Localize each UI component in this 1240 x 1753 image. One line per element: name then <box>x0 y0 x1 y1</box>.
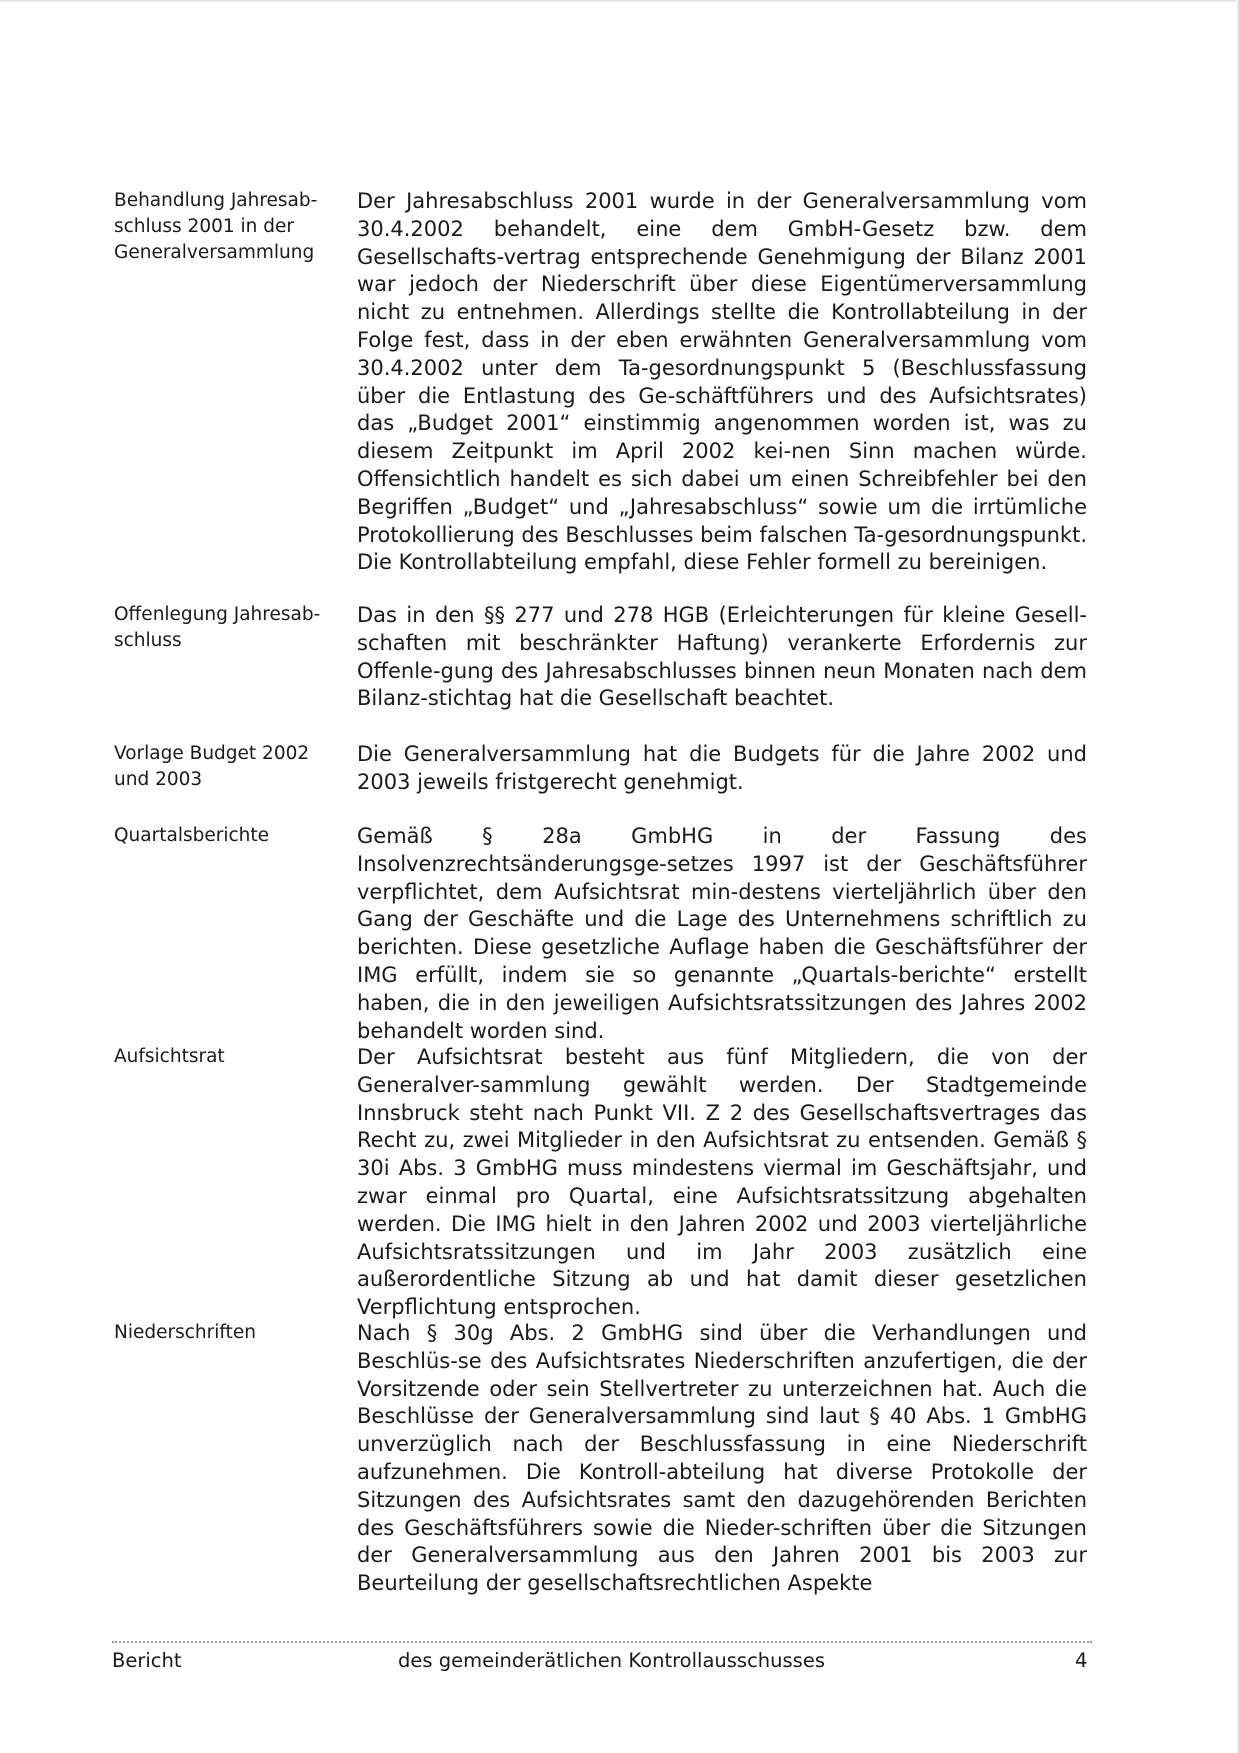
scan-edge-top <box>0 0 1240 3</box>
section-text: Nach § 30g Abs. 2 GmbHG sind über die Verhandlungen und Beschlüs-se des Aufsichtsrates Niederschriften anzufertigen, die der Vorsitzende oder sein Stellvertreter zu unterzeichnen hat. Auch die Beschlüsse der Generalversammlung sind laut § 40 Abs. 1 GmbHG unverzüglich nach der Beschlussfassung in eine Niederschrift aufzunehmen. Die Kontroll-abteilung hat diverse Protokolle der Sitzungen des Aufsichtsrates samt den dazugehörenden Berichten des Geschäftsführers sowie die Nieder-schriften über die Sitzungen der Generalversammlung aus den Jahren 2001 bis 2003 zur Beurteilung der gesellschaftsrechtlichen Aspekte <box>357 1321 1087 1596</box>
footer-report-label: Bericht <box>112 1649 182 1672</box>
section-text: Das in den §§ 277 und 278 HGB (Erleichterungen für kleine Gesell-schaften mit beschränkter Haftung) verankerte Erfordernis zur Offenle-gung des Jahresabschlusses binnen neun Monaten nach dem Bilanz-stichtag hat die Gesellschaft beachtet. <box>357 603 1087 711</box>
section-text: Der Aufsichtsrat besteht aus fünf Mitgliedern, die von der Generalver-sammlung gewählt werden. Der Stadtgemeinde Innsbruck steht nach Punkt VII. Z 2 des Gesellschaftsvertrages das Recht zu, zwei Mitglieder in den Aufsichtsrat zu entsenden. Gemäß § 30i Abs. 3 GmbHG muss mindestens viermal im Geschäftsjahr, und zwar einmal pro Quartal, eine Aufsichtsratssitzung abgehalten werden. Die IMG hielt in den Jahren 2002 und 2003 vierteljährliche Aufsichtsratssitzungen und im Jahr 2003 zusätzlich eine außerordentliche Sitzung ab und hat damit dieser gesetzlichen Verpflichtung entsprochen. <box>357 1045 1087 1320</box>
margin-label: Offenlegung Jahresab-schluss <box>114 604 321 651</box>
footer-committee-label: des gemeinderätlichen Kontrollausschusses <box>398 1649 825 1672</box>
margin-label: Aufsichtsrat <box>114 1046 225 1067</box>
margin-label: Vorlage Budget 2002 und 2003 <box>114 743 310 790</box>
margin-label: Quartalsberichte <box>114 825 270 846</box>
margin-label: Behandlung Jahresab-schluss 2001 in der Generalversammlung <box>114 190 318 263</box>
scan-edge-right <box>1236 0 1240 1753</box>
section-text: Die Generalversammlung hat die Budgets für die Jahre 2002 und 2003 jeweils fristgerecht genehmigt. <box>357 742 1087 794</box>
page-number: 4 <box>1075 1649 1088 1672</box>
section-text: Gemäß § 28a GmbHG in der Fassung des Insolvenzrechtsänderungsge-setzes 1997 ist der Geschäftsführer verpflichtet, dem Aufsichtsrat min-destens vierteljährlich über den Gang der Geschäfte und die Lage des Unternehmens schriftlich zu berichten. Diese gesetzliche Auflage haben die Geschäftsführer der IMG erfüllt, indem sie so genannte „Quartals-berichte“ erstellt haben, die in den jeweiligen Aufsichtsratssitzungen des Jahres 2002 behandelt worden sind. <box>357 824 1087 1043</box>
footer-divider <box>112 1641 1092 1643</box>
margin-label: Niederschriften <box>114 1322 256 1343</box>
section-text: Der Jahresabschluss 2001 wurde in der Generalversammlung vom 30.4.2002 behandelt, eine dem GmbH-Gesetz bzw. dem Gesellschafts-vertrag entsprechende Genehmigung der Bilanz 2001 war jedoch der Niederschrift über diese Eigentümerversammlung nicht zu entnehmen. Allerdings stellte die Kontrollabteilung in der Folge fest, dass in der eben erwähnten Generalversammlung vom 30.4.2002 unter dem Ta-gesordnungspunkt 5 (Beschlussfassung über die Entlastung des Ge-schäftführers und des Aufsichtsrates) das „Budget 2001“ einstimmig angenommen worden ist, was zu diesem Zeitpunkt im April 2002 kei-nen Sinn machen würde. Offensichtlich handelt es sich dabei um einen Schreibfehler bei den Begriffen „Budget“ und „Jahresabschluss“ sowie um die irrtümliche Protokollierung des Beschlusses beim falschen Ta-gesordnungspunkt. Die Kontrollabteilung empfahl, diese Fehler formell zu bereinigen. <box>357 189 1087 575</box>
